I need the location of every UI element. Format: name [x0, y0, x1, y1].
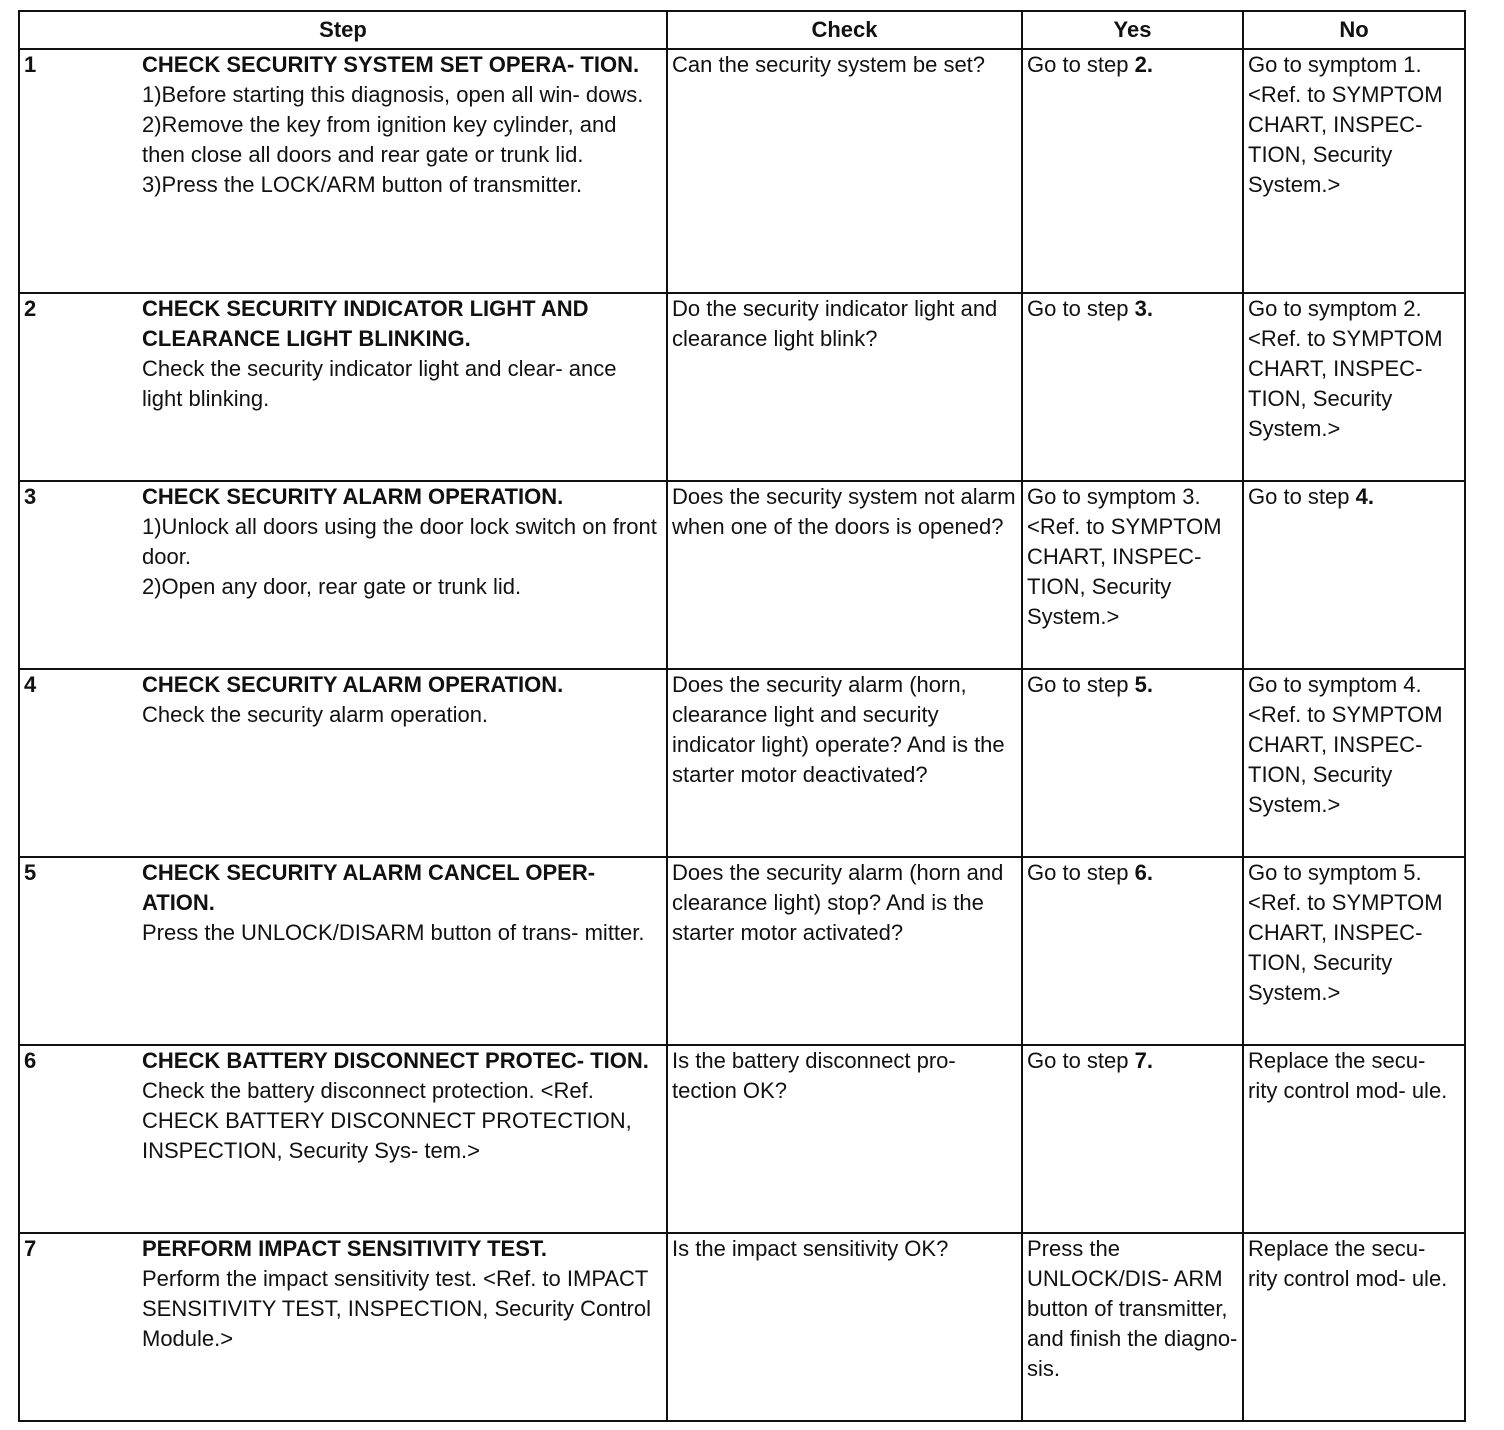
step-instruction: Perform the impact sensitivity test. <Ref. to IMPACT SENSITIVITY TEST, INSPECTION, Security Control Module.>	[142, 1266, 651, 1351]
table-row	[19, 1045, 1465, 1233]
yes-text: Press the UNLOCK/DIS- ARM button of transmitter, and finish the diagno- sis.	[1027, 1236, 1238, 1381]
no-cell	[1243, 857, 1465, 1045]
step-title: CHECK SECURITY ALARM OPERATION.	[142, 484, 564, 509]
step-body	[142, 858, 658, 948]
diagnostic-table	[18, 10, 1466, 1422]
step-instruction: Press the UNLOCK/DISARM button of trans- mitter.	[142, 920, 645, 945]
check-cell: Can the security system be set?	[667, 49, 1022, 293]
yes-step-ref: 5.	[1134, 672, 1153, 697]
no-cell	[1243, 669, 1465, 857]
step-number: 4	[24, 672, 37, 697]
header-no: No	[1243, 11, 1465, 49]
check-cell: Do the security indicator light and clearance light blink?	[667, 293, 1022, 481]
check-cell: Is the battery disconnect pro- tection OK?	[667, 1045, 1022, 1233]
step-title: CHECK SECURITY SYSTEM SET OPERA- TION.	[142, 52, 640, 77]
check-cell: Does the security alarm (horn and clearance light) stop? And is the starter motor activated?	[667, 857, 1022, 1045]
step-instruction: 1)Before starting this diagnosis, open all win- dows.	[142, 82, 644, 107]
yes-cell	[1022, 857, 1243, 1045]
yes-text: Go to step	[1027, 860, 1135, 885]
yes-text: Go to symptom 3. <Ref. to SYMPTOM CHART, INSPEC- TION, Security System.>	[1027, 484, 1222, 629]
step-title: CHECK BATTERY DISCONNECT PROTEC- TION.	[142, 1048, 649, 1073]
yes-text: Go to step	[1027, 52, 1135, 77]
yes-step-ref: 3.	[1134, 296, 1153, 321]
no-cell	[1243, 481, 1465, 669]
table-row	[19, 669, 1465, 857]
table-row	[19, 1233, 1465, 1421]
step-body	[142, 482, 658, 602]
step-number: 5	[24, 860, 37, 885]
table-row	[19, 293, 1465, 481]
step-instruction: 3)Press the LOCK/ARM button of transmitter.	[142, 172, 583, 197]
header-check: Check	[667, 11, 1022, 49]
step-number: 6	[24, 1048, 37, 1073]
step-number: 1	[24, 52, 37, 77]
step-title: CHECK SECURITY INDICATOR LIGHT AND CLEARANCE LIGHT BLINKING.	[142, 296, 589, 351]
step-instruction: 2)Remove the key from ignition key cylinder, and then close all doors and rear gate or trunk lid.	[142, 112, 617, 167]
yes-step-ref: 2.	[1134, 52, 1153, 77]
yes-cell	[1022, 293, 1243, 481]
yes-cell	[1022, 1233, 1243, 1421]
no-cell	[1243, 1233, 1465, 1421]
table-row	[19, 857, 1465, 1045]
step-body	[142, 50, 658, 200]
step-number: 3	[24, 484, 37, 509]
step-body	[142, 294, 658, 414]
yes-text: Go to step	[1027, 1048, 1135, 1073]
yes-text: Go to step	[1027, 296, 1135, 321]
step-body	[142, 670, 658, 730]
step-instruction: 2)Open any door, rear gate or trunk lid.	[142, 574, 522, 599]
no-cell	[1243, 49, 1465, 293]
table-row	[19, 49, 1465, 293]
yes-step-ref: 6.	[1134, 860, 1153, 885]
no-text: Replace the secu- rity control mod- ule.	[1248, 1236, 1448, 1291]
no-text: Go to symptom 5. <Ref. to SYMPTOM CHART, INSPEC- TION, Security System.>	[1248, 860, 1443, 1005]
step-body	[142, 1046, 658, 1166]
yes-cell	[1022, 1045, 1243, 1233]
no-cell	[1243, 293, 1465, 481]
check-cell: Is the impact sensitivity OK?	[667, 1233, 1022, 1421]
step-cell	[19, 669, 667, 857]
step-title: CHECK SECURITY ALARM OPERATION.	[142, 672, 564, 697]
step-cell	[19, 481, 667, 669]
header-step: Step	[19, 11, 667, 49]
no-text: Replace the secu- rity control mod- ule.	[1248, 1048, 1448, 1103]
yes-cell	[1022, 481, 1243, 669]
table-body	[19, 49, 1465, 1421]
no-step-ref: 4.	[1355, 484, 1374, 509]
step-cell	[19, 857, 667, 1045]
header-row	[19, 11, 1465, 49]
step-cell	[19, 1045, 667, 1233]
step-title: CHECK SECURITY ALARM CANCEL OPER- ATION.	[142, 860, 596, 915]
table-row	[19, 481, 1465, 669]
check-cell: Does the security alarm (horn, clearance light and security indicator light) operate? And is the starter motor deactivated?	[667, 669, 1022, 857]
step-instruction: Check the battery disconnect protection. <Ref. CHECK BATTERY DISCONNECT PROTECTION, INSPECTION, Security Sys- tem.>	[142, 1078, 632, 1163]
step-body	[142, 1234, 658, 1354]
step-number: 7	[24, 1236, 37, 1261]
step-instruction: Check the security indicator light and clear- ance light blinking.	[142, 356, 617, 411]
no-text: Go to symptom 2. <Ref. to SYMPTOM CHART, INSPEC- TION, Security System.>	[1248, 296, 1443, 441]
step-cell	[19, 293, 667, 481]
step-cell	[19, 1233, 667, 1421]
no-text: Go to step	[1248, 484, 1356, 509]
step-title: PERFORM IMPACT SENSITIVITY TEST.	[142, 1236, 548, 1261]
yes-cell	[1022, 669, 1243, 857]
step-cell	[19, 49, 667, 293]
step-instruction: Check the security alarm operation.	[142, 702, 489, 727]
yes-text: Go to step	[1027, 672, 1135, 697]
no-text: Go to symptom 1. <Ref. to SYMPTOM CHART, INSPEC- TION, Security System.>	[1248, 52, 1443, 197]
no-cell	[1243, 1045, 1465, 1233]
no-text: Go to symptom 4. <Ref. to SYMPTOM CHART, INSPEC- TION, Security System.>	[1248, 672, 1443, 817]
yes-cell	[1022, 49, 1243, 293]
check-cell: Does the security system not alarm when one of the doors is opened?	[667, 481, 1022, 669]
yes-step-ref: 7.	[1134, 1048, 1153, 1073]
step-instruction: 1)Unlock all doors using the door lock switch on front door.	[142, 514, 657, 569]
step-number: 2	[24, 296, 37, 321]
header-yes: Yes	[1022, 11, 1243, 49]
